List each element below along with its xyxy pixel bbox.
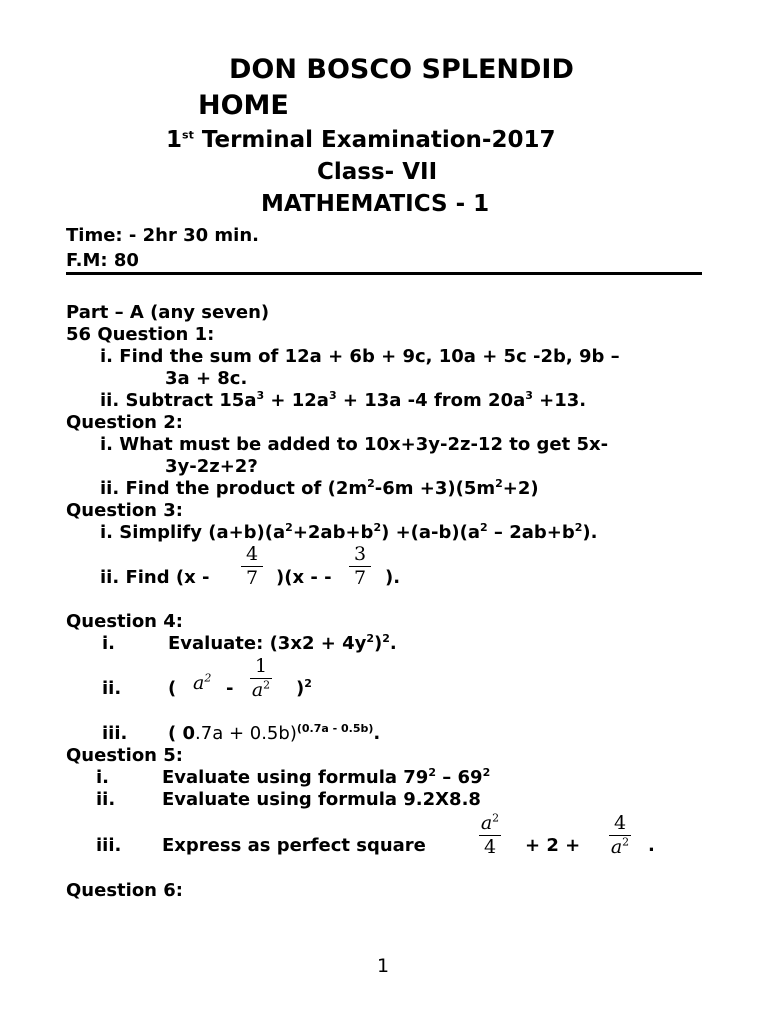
q4-ii-a-squared: $a^2$	[193, 671, 212, 694]
question-2-label: Question 2:	[66, 412, 183, 433]
school-name-line2: HOME	[198, 90, 289, 121]
q2-i-line1: i. What must be added to 10x+3y-2z-12 to get 5x-	[100, 434, 609, 455]
full-marks: F.M: 80	[66, 250, 139, 271]
q5-i-number: i.	[96, 767, 110, 788]
part-a-heading: Part – A (any seven)	[66, 302, 270, 323]
q5-i: Evaluate using formula $79^2 - 69^2$	[162, 766, 491, 788]
q5-ii: Evaluate using formula 9.2X8.8	[162, 789, 481, 810]
q5-ii-number: ii.	[96, 789, 116, 810]
q3-i: i. Simplify $(a+b)(a^2+2ab+b^2) +(a-b)(a^2 - 2ab+b^2)$.	[100, 521, 598, 543]
q5-fraction-1: $a^2$ 4	[480, 811, 500, 858]
q3-ii-text-a: ii. Find (x -	[100, 567, 210, 588]
school-name-line1: DON BOSCO SPLENDID	[229, 54, 574, 85]
question-6-label: Question 6:	[66, 880, 183, 901]
q4-ii-number: ii.	[102, 678, 122, 699]
q4-i: Evaluate: $(3x2 + 4y^2)^2$.	[168, 632, 397, 654]
question-5-label: Question 5:	[66, 745, 183, 766]
q3-fraction-2: 3 7	[349, 544, 371, 589]
q4-iii: ( 0.7a + 0.5b)$^{(0.7a - 0.5b)}$.	[168, 722, 381, 744]
class-title: Class- VII	[317, 159, 438, 185]
header-divider	[66, 272, 702, 275]
q4-i-number: i.	[102, 633, 116, 654]
subject-title: MATHEMATICS - 1	[261, 191, 490, 217]
page-number: 1	[377, 955, 390, 977]
q1-ii: ii. Subtract $15a^3 + 12a^3 + 13a$ -4 from $20a^3 +13$.	[100, 389, 587, 411]
q4-ii-open: (	[168, 678, 177, 699]
q2-ii: ii. Find the product of $(2m^2-6m +3)(5m^2+2)$	[100, 477, 539, 499]
question-3-label: Question 3:	[66, 500, 183, 521]
q5-plus-two: + 2 +	[525, 835, 581, 856]
q3-ii-text-b: )(x - -	[276, 567, 332, 588]
q3-ii-text-c: ).	[385, 567, 401, 588]
q1-i-line2: 3a + 8c.	[165, 368, 248, 389]
q5-end-period: .	[648, 835, 655, 856]
time-allowed: Time: - 2hr 30 min.	[66, 225, 259, 246]
q5-fraction-2: 4 $a^2$	[610, 812, 630, 858]
q4-ii-minus: -	[226, 678, 234, 699]
q2-i-line2: 3y-2z+2?	[165, 456, 258, 477]
q1-i-line1: i. Find the sum of 12a + 6b + 9c, 10a + 5c -2b, 9b –	[100, 346, 620, 367]
q5-iii-number: iii.	[96, 835, 122, 856]
question-4-label: Question 4:	[66, 611, 183, 632]
q4-ii-fraction: 1 $a^2$	[251, 655, 271, 701]
q5-iii-text: Express as perfect square	[162, 835, 426, 856]
exam-title: 1st Terminal Examination-2017	[166, 127, 556, 153]
question-1-label: 56 Question 1:	[66, 324, 215, 345]
q4-ii-close: )$^2$	[296, 677, 312, 699]
q3-fraction-1: 4 7	[241, 544, 263, 589]
q4-iii-number: iii.	[102, 723, 128, 744]
